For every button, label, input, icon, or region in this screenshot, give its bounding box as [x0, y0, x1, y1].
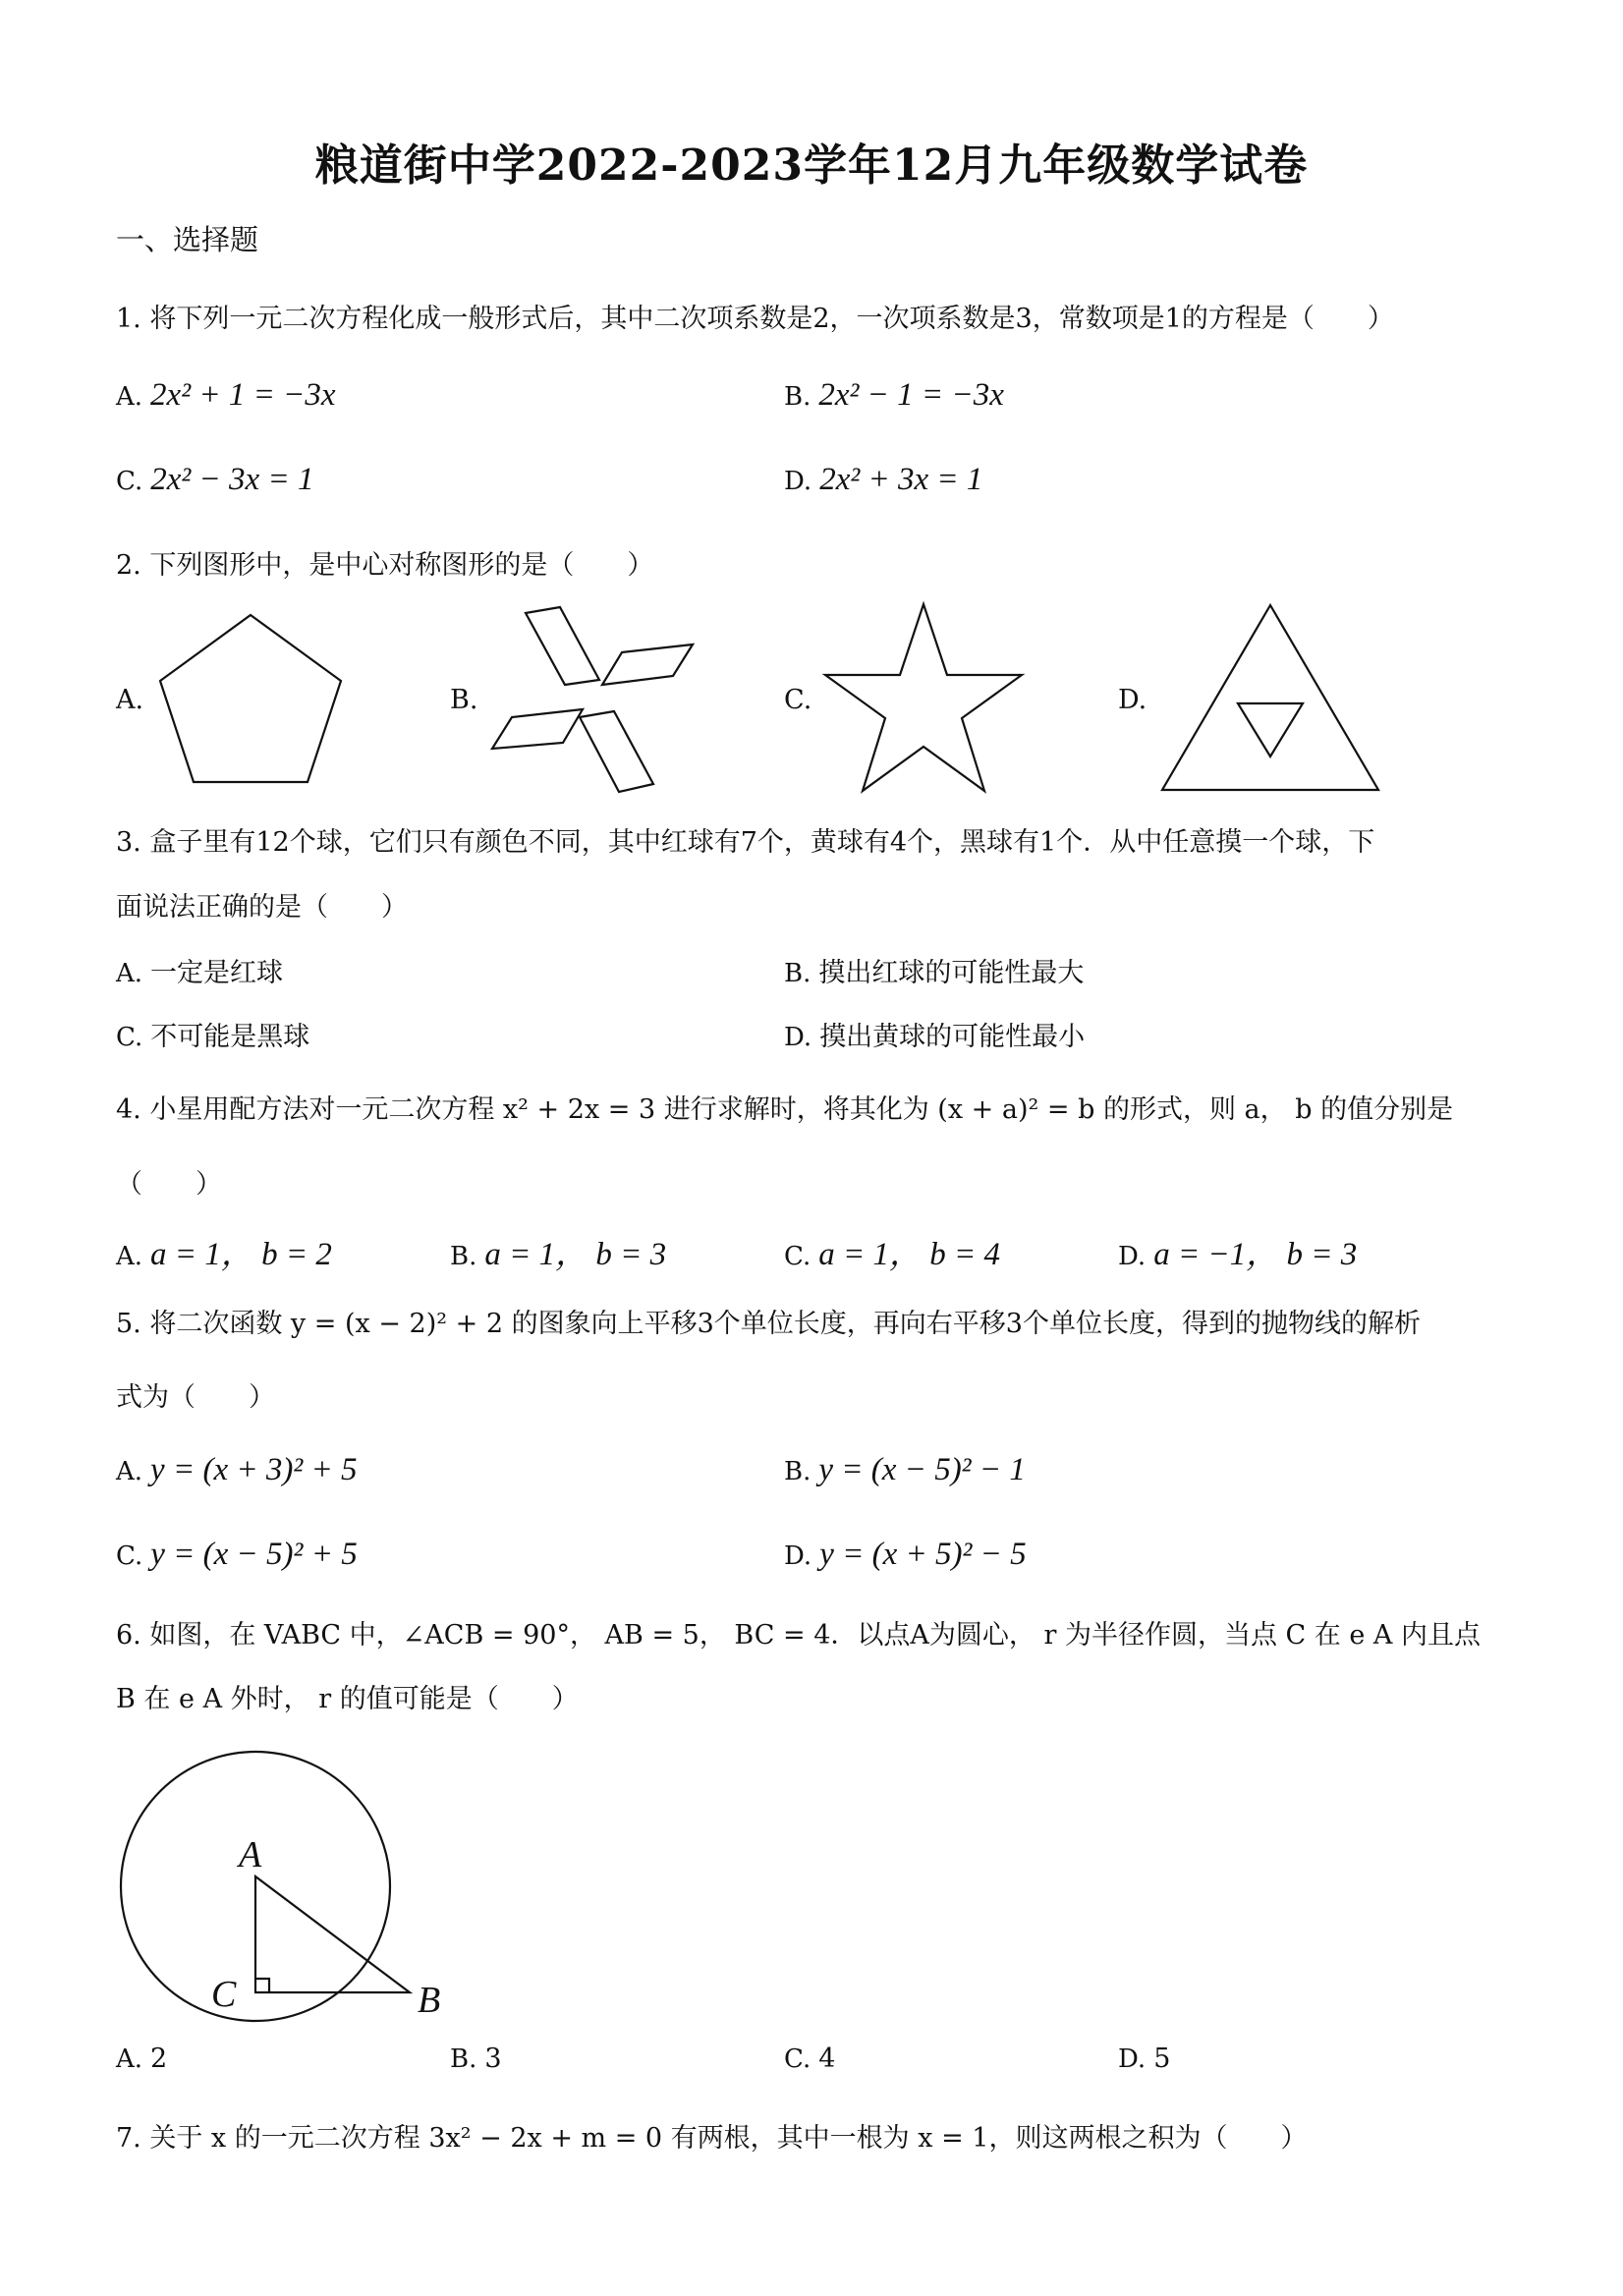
question-5-stem-line2: 式为（ ）: [116, 1382, 275, 1413]
circle-triangle-figure: [108, 1749, 501, 2024]
q5-option-b[interactable]: B. y = (x − 5)² − 1: [784, 1452, 1026, 1487]
q4-option-b[interactable]: B. a = 1， b = 3: [450, 1237, 667, 1272]
q1-option-a[interactable]: A. 2x² + 1 = −3x: [116, 377, 336, 413]
q2-option-a-label[interactable]: A.: [116, 685, 144, 715]
question-5-stem: 5. 将二次函数 y = (x − 2)² + 2 的图象向上平移3个单位长度，再向右平移3个单位长度，得到的抛物线的解析: [116, 1309, 1421, 1339]
q3-option-c[interactable]: C. 不可能是黑球: [116, 1022, 310, 1052]
point-c-label: C: [211, 1974, 237, 2015]
q6-option-c[interactable]: C. 4: [784, 2044, 836, 2074]
question-4-stem: 4. 小星用配方法对一元二次方程 x² + 2x = 3 进行求解时，将其化为 (x + a)² = b 的形式，则 a， b 的值分别是: [116, 1094, 1454, 1125]
question-3-stem-line2: 面说法正确的是（ ）: [116, 892, 408, 923]
q4-option-a[interactable]: A. a = 1， b = 2: [116, 1237, 332, 1272]
page-title: 粮道街中学2022-2023学年12月九年级数学试卷: [314, 140, 1309, 191]
point-b-label: B: [418, 1980, 441, 2021]
q5-option-c[interactable]: C. y = (x − 5)² + 5: [116, 1537, 358, 1572]
pentagon-figure: [152, 605, 349, 792]
q6-option-d[interactable]: D. 5: [1118, 2044, 1171, 2074]
q2-option-b-label[interactable]: B.: [450, 685, 478, 715]
question-2-stem: 2. 下列图形中，是中心对称图形的是（ ）: [116, 550, 654, 581]
q2-option-c-label[interactable]: C.: [784, 685, 812, 715]
q2-option-d-label[interactable]: D.: [1118, 685, 1147, 715]
q3-option-b[interactable]: B. 摸出红球的可能性最大: [784, 958, 1085, 988]
question-6-stem-line2: B 在 e A 外时， r 的值可能是（ ）: [116, 1684, 579, 1714]
star-figure: [820, 599, 1027, 796]
question-1-stem: 1. 将下列一元二次方程化成一般形式后，其中二次项系数是2，一次项系数是3，常数项是1的方程是（ ）: [116, 304, 1394, 334]
q5-option-d[interactable]: D. y = (x + 5)² − 5: [784, 1537, 1027, 1572]
question-7-stem: 7. 关于 x 的一元二次方程 3x² − 2x + m = 0 有两根，其中一根为 x = 1，则这两根之积为（ ）: [116, 2123, 1308, 2154]
q6-option-a[interactable]: A. 2: [116, 2044, 168, 2074]
q6-option-b[interactable]: B. 3: [450, 2044, 502, 2074]
q5-option-a[interactable]: A. y = (x + 3)² + 5: [116, 1452, 358, 1487]
section-title: 一、选择题: [116, 223, 259, 256]
question-3-stem: 3. 盒子里有12个球，它们只有颜色不同，其中红球有7个，黄球有4个，黑球有1个．从中任意摸一个球，下: [116, 827, 1375, 858]
question-6-stem: 6. 如图，在 VABC 中，∠ACB = 90°， AB = 5， BC = 4．以点A为圆心， r 为半径作圆，当点 C 在 e A 内且点: [116, 1620, 1481, 1651]
q3-option-a[interactable]: A. 一定是红球: [116, 958, 284, 988]
point-a-label: A: [239, 1834, 262, 1876]
q4-option-c[interactable]: C. a = 1， b = 4: [784, 1237, 1001, 1272]
q4-option-d[interactable]: D. a = −1， b = 3: [1118, 1237, 1358, 1272]
q1-option-d[interactable]: D. 2x² + 3x = 1: [784, 462, 983, 497]
question-4-stem-line2: （ ）: [116, 1169, 222, 1200]
triangle-figure: [1157, 599, 1383, 796]
q3-option-d[interactable]: D. 摸出黄球的可能性最小: [784, 1022, 1086, 1052]
pinwheel-figure: [486, 601, 702, 798]
q1-option-b[interactable]: B. 2x² − 1 = −3x: [784, 377, 1004, 413]
q1-option-c[interactable]: C. 2x² − 3x = 1: [116, 462, 314, 497]
